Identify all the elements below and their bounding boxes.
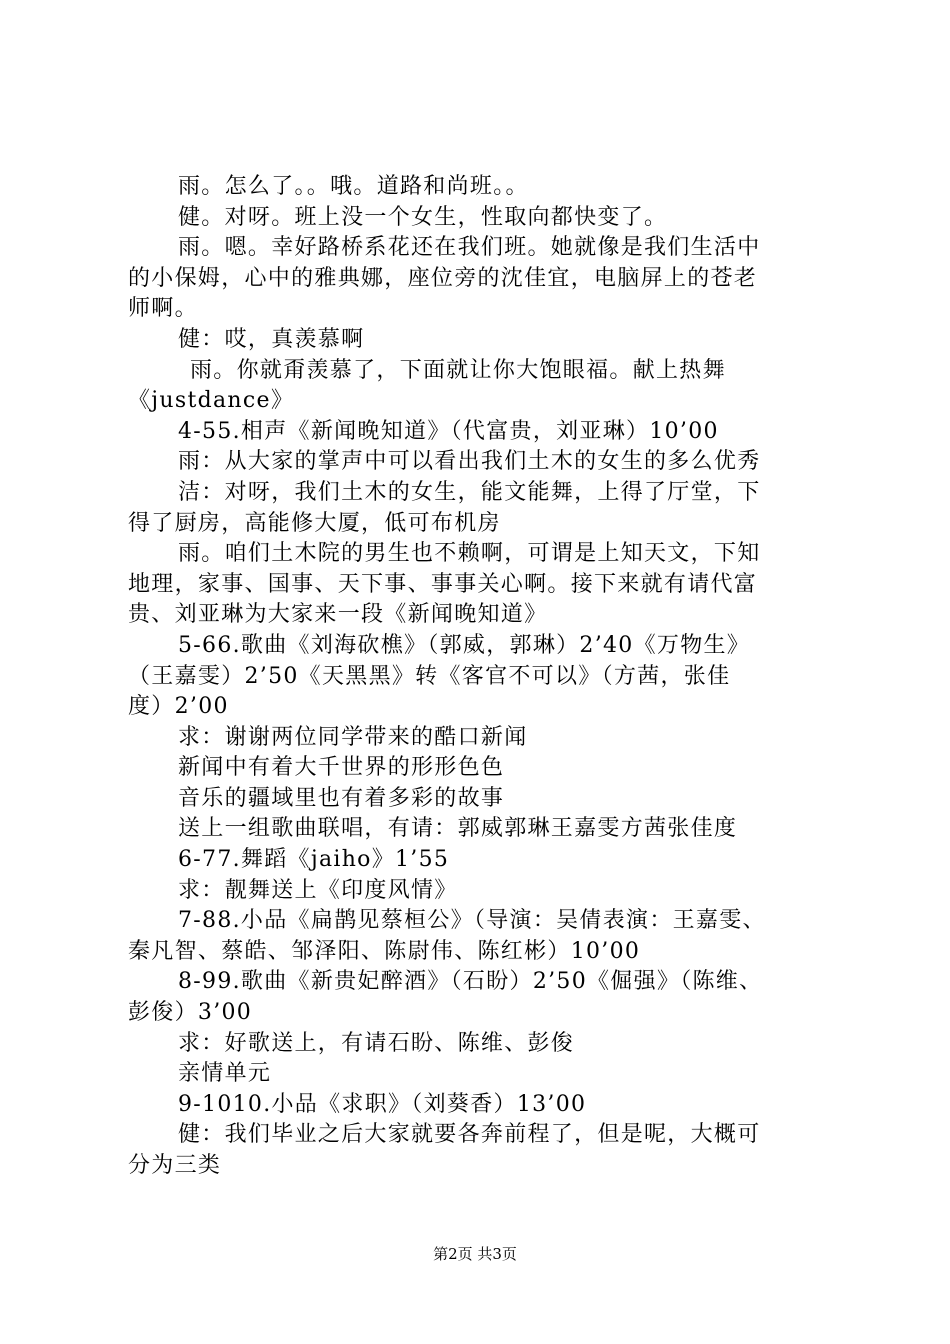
text-line: （王嘉雯）2’50《天黑黑》转《客官不可以》（方茜，张佳 xyxy=(128,663,731,689)
text-line: 求：靓舞送上《印度风情》 xyxy=(178,877,458,903)
text-line: 求：谢谢两位同学带来的酷口新闻 xyxy=(178,724,528,750)
text-line: 地理，家事、国事、天下事、事事关心啊。接下来就有请代富 xyxy=(128,571,758,597)
page-footer: 第2页 共3页 xyxy=(433,1245,517,1263)
text-line: 新闻中有着大千世界的形形色色 xyxy=(178,755,505,781)
text-line: 雨。怎么了。。哦。道路和尚班。。 xyxy=(178,174,529,199)
text-line: 洁：对呀，我们土木的女生，能文能舞，上得了厅堂，下 xyxy=(178,479,761,505)
document-body xyxy=(128,172,838,1182)
text-line: 师啊。 xyxy=(128,296,198,322)
text-line: 的小保姆，心中的雅典娜，座位旁的沈佳宜，电脑屏上的苍老 xyxy=(128,265,758,291)
text-line: 贵、刘亚琳为大家来一段《新闻晚知道》 xyxy=(128,602,548,628)
text-line: 6-77.舞蹈《jaiho》1’55 xyxy=(178,847,450,873)
text-line: 4-55.相声《新闻晚知道》（代富贵，刘亚琳）10’00 xyxy=(178,418,719,444)
text-line: 亲情单元 xyxy=(178,1061,272,1087)
text-line: 5-66.歌曲《刘海砍樵》（郭威，郭琳）2’40《万物生》 xyxy=(178,632,751,658)
text-line: 送上一组歌曲联唱，有请：郭威郭琳王嘉雯方茜张佳度 xyxy=(178,816,738,842)
text-line: 雨。嗯。幸好路桥系花还在我们班。她就像是我们生活中 xyxy=(178,235,761,261)
text-line: 健。对呀。班上没一个女生，性取向都快变了。 xyxy=(178,204,668,230)
text-line: 得了厨房，高能修大厦，低可布机房 xyxy=(128,510,501,536)
text-line: 雨。你就甭羡慕了，下面就让你大饱眼福。献上热舞 xyxy=(190,357,726,383)
text-line: 9-1010.小品《求职》（刘葵香）13’00 xyxy=(178,1091,587,1117)
text-line: 雨：从大家的掌声中可以看出我们土木的女生的多么优秀 xyxy=(178,449,761,475)
text-line: 秦凡智、蔡皓、邹泽阳、陈尉伟、陈红彬）10’00 xyxy=(128,938,641,964)
text-line: 分为三类 xyxy=(128,1153,222,1178)
text-line: 度）2’00 xyxy=(128,694,229,720)
text-line: 音乐的疆域里也有着多彩的故事 xyxy=(178,785,505,811)
text-line: 彭俊）3’00 xyxy=(128,1000,253,1026)
text-line: 健：哎，真羡慕啊 xyxy=(178,326,365,352)
text-line: 《justdance》 xyxy=(128,388,295,414)
text-line: 健：我们毕业之后大家就要各奔前程了，但是呢，大概可 xyxy=(178,1122,761,1148)
text-line: 雨。咱们土木院的男生也不赖啊，可谓是上知天文，下知 xyxy=(178,541,761,567)
text-line: 求：好歌送上，有请石盼、陈维、彭俊 xyxy=(178,1030,575,1056)
text-line: 8-99.歌曲《新贵妃醉酒》（石盼）2’50《倔强》（陈维、 xyxy=(178,969,763,995)
text-line: 7-88.小品《扁鹊见蔡桓公》（导演：吴倩表演：王嘉雯、 xyxy=(178,908,766,934)
